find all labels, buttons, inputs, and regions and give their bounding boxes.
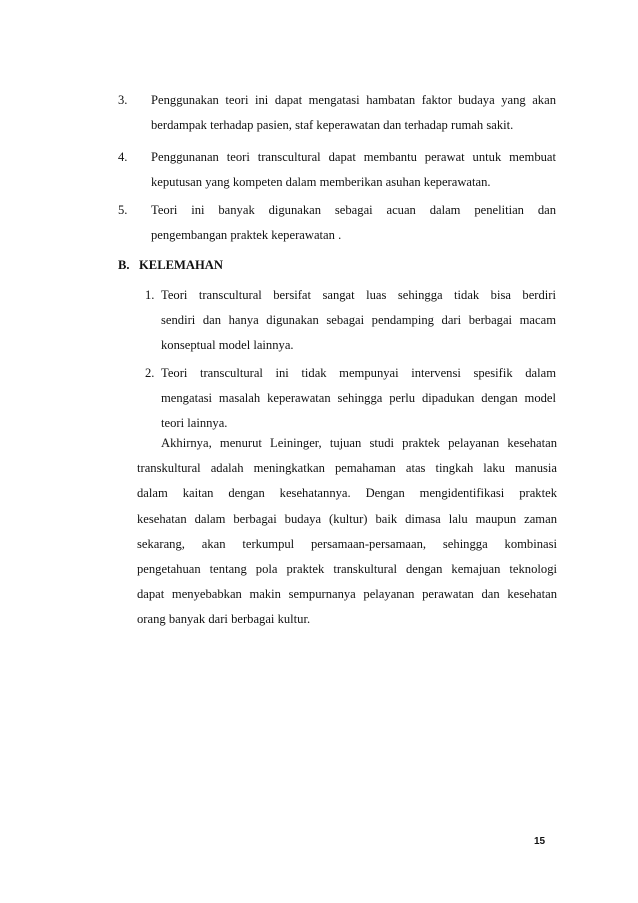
list-item-line: Penggunakan teori ini dapat mengatasi hambatan faktor budaya yang akan: [151, 93, 556, 107]
list-item-line: Penggunanan teori transcultural dapat membantu perawat untuk membuat: [151, 150, 556, 164]
paragraph-line: orang banyak dari berbagai kultur.: [137, 612, 311, 627]
weakness-item-1: [145, 283, 556, 358]
list-item-line: mengatasi masalah keperawatan sehingga perlu dipadukan dengan model: [161, 391, 556, 405]
list-item-line: konseptual model lainnya.: [161, 338, 294, 352]
list-item-number: 4.: [118, 150, 128, 164]
section-heading: B. KELEMAHAN: [118, 258, 223, 272]
list-item-line: pengembangan praktek keperawatan .: [151, 228, 342, 242]
list-item-line: keputusan yang kompeten dalam memberikan asuhan keperawatan.: [151, 175, 491, 189]
list-item-line: Teori transcultural ini tidak mempunyai intervensi spesifik dalam: [161, 366, 556, 380]
weakness-item-2: [145, 361, 556, 436]
page-number: 15: [534, 836, 546, 847]
list-item-number: 3.: [118, 93, 128, 107]
list-item-number: 2.: [145, 366, 155, 380]
paragraph-line: kesehatan dalam berbagai budaya (kultur) baik dimasa lalu maupun zaman: [137, 511, 557, 526]
paragraph-line: dalam kaitan dengan kesehatannya. Dengan mengidentifikasi praktek: [137, 486, 557, 501]
closing-paragraph: [137, 431, 557, 633]
list-item-5: [118, 198, 556, 248]
paragraph-line: Akhirnya, menurut Leininger, tujuan studi praktek pelayanan kesehatan: [161, 436, 557, 450]
paragraph-line: transkultural adalah meningkatkan pemahaman atas tingkah laku manusia: [137, 461, 557, 476]
list-item-line: sendiri dan hanya digunakan sebagai pendamping dari berbagai macam: [161, 313, 556, 327]
list-item-number: 1.: [145, 288, 155, 302]
list-item-3: [118, 88, 556, 138]
list-item-line: Teori transcultural bersifat sangat luas sehingga tidak bisa berdiri: [161, 288, 556, 302]
paragraph-line: pengetahuan tentang pola praktek transkultural dengan kemajuan teknologi: [137, 562, 557, 577]
list-item-4: [118, 145, 556, 195]
list-item-line: berdampak terhadap pasien, staf keperawatan dan terhadap rumah sakit.: [151, 118, 514, 132]
list-item-number: 5.: [118, 203, 128, 217]
paragraph-line: dapat menyebabkan makin sempurnanya pelayanan perawatan dan kesehatan: [137, 587, 557, 602]
list-item-line: teori lainnya.: [161, 416, 228, 430]
paragraph-line: sekarang, akan terkumpul persamaan-persamaan, sehingga kombinasi: [137, 536, 557, 551]
list-item-line: Teori ini banyak digunakan sebagai acuan dalam penelitian dan: [151, 203, 556, 217]
